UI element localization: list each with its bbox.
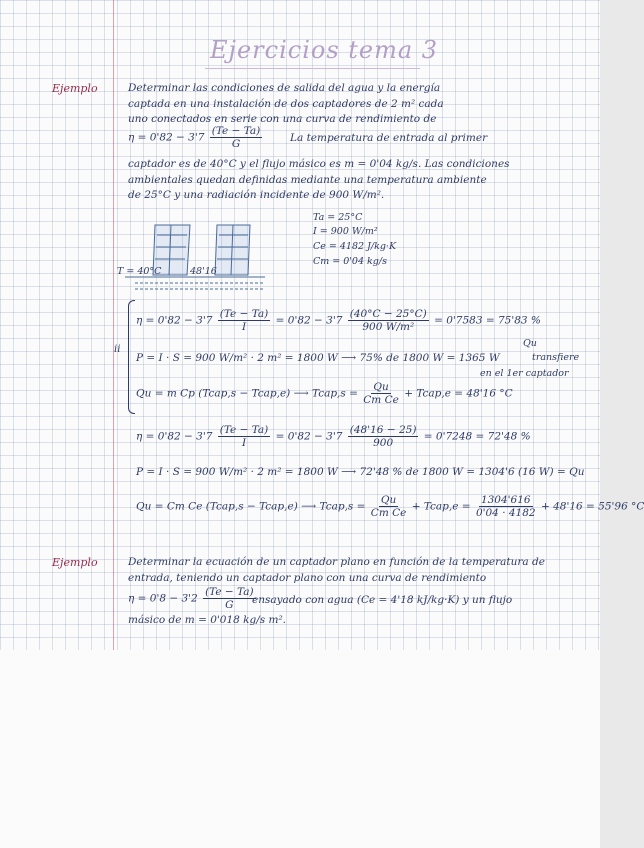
- ex1-line-4: La temperatura de entrada al primer: [290, 132, 488, 144]
- l4-den-1: I: [241, 437, 247, 449]
- title-underline: [205, 68, 420, 69]
- solution-line-6: [136, 494, 644, 519]
- example-label-2: Ejemplo: [52, 556, 98, 569]
- l3-post: + Tcap,e = 48'16 °C: [404, 387, 513, 400]
- l2-note-1: transfiere: [532, 352, 580, 363]
- l4-frac-1: [218, 424, 271, 449]
- l1-num-2: (40°C − 25°C): [349, 308, 427, 320]
- l4-mid: = 0'82 − 3'7: [275, 430, 343, 443]
- ex2-line-3: ensayado con agua (Ce = 4'18 kJ/kg·K) y un flujo: [252, 594, 513, 606]
- ex2-curve-fraction: [203, 586, 256, 611]
- l4-frac-2: [348, 424, 419, 449]
- solution-brace: [128, 300, 135, 414]
- given-ce: Ce = 4182 J/kg·K: [313, 241, 397, 252]
- l4-post: = 0'7248 = 72'48 %: [423, 430, 531, 443]
- ex2-curve-equation: [128, 586, 258, 611]
- ex1-line-5: captador es de 40°C y el flujo másico es m = 0'04 kg/s. Las condiciones: [128, 158, 510, 170]
- l1-mid: = 0'82 − 3'7: [275, 314, 343, 327]
- l1-post: = 0'7583 = 75'83 %: [434, 314, 541, 327]
- l6-den-1: Cm Ce: [370, 507, 407, 519]
- solution-line-1: [136, 308, 541, 333]
- given-ta: Ta = 25°C: [313, 212, 363, 223]
- ex1-line-1: Determinar las condiciones de salida del agua y la energía: [128, 82, 441, 94]
- pipe-icon: [125, 277, 265, 289]
- ex2-curve-numerator: (Te − Ta): [205, 586, 254, 598]
- l3-den: Cm Ce: [363, 394, 399, 406]
- l3-num: Qu: [373, 381, 389, 393]
- l6-den-2: 0'04 · 4182: [475, 507, 536, 519]
- solution-line-4: [136, 424, 531, 449]
- l6-num-2: 1304'616: [480, 494, 531, 506]
- l1-frac-2: [348, 308, 429, 333]
- ex1-curve-numerator: (Te − Ta): [211, 125, 261, 137]
- given-cm: Cm = 0'04 kg/s: [313, 256, 387, 267]
- ex2-line-1: Determinar la ecuación de un captador plano en función de la temperatura de: [128, 556, 545, 568]
- ex1-line-7: de 25°C y una radiación incidente de 900 W/m².: [128, 189, 385, 201]
- l3-frac: [363, 381, 399, 406]
- ex1-curve-denominator: G: [231, 138, 241, 150]
- solution-line-2: P = I · S = 900 W/m² · 2 m² = 1800 W ⟶ 75% de 1800 W = 1365 W: [136, 352, 500, 364]
- ex2-line-2: entrada, teniendo un captador plano con una curva de rendimiento: [128, 572, 487, 584]
- l1-den-2: 900 W/m²: [362, 321, 415, 333]
- solution-line-3: [136, 381, 513, 406]
- l4-num-1: (Te − Ta): [219, 424, 269, 436]
- ex2-line-4: másico de m = 0'018 kg/s m².: [128, 614, 287, 626]
- ex2-curve-prefix: η = 0'8 − 3'2: [128, 592, 198, 605]
- ex1-line-3: uno conectados en serie con una curva de rendimiento de: [128, 113, 437, 125]
- ex1-line-2: captada en una instalación de dos captadores de 2 m² cada: [128, 98, 444, 110]
- l6-frac-1: [371, 494, 407, 519]
- page-title: Ejercicios tema 3: [210, 36, 439, 64]
- solution-line-5: P = I · S = 900 W/m² · 2 m² = 1800 W ⟶ 72'48 % de 1800 W = 1304'6 (16 W) = Qu: [136, 466, 585, 478]
- l6-num-1: Qu: [380, 494, 397, 506]
- l6-pre: Qu = Cm Ce (Tcap,s − Tcap,e) ⟶ Tcap,s =: [136, 500, 366, 513]
- inlet-temp-label: T = 40°C: [117, 266, 162, 277]
- ex1-curve-equation: [128, 125, 264, 150]
- l6-post: + 48'16 = 55'96 °C: [540, 500, 644, 513]
- l1-pre: η = 0'82 − 3'7: [136, 314, 213, 327]
- l4-pre: η = 0'82 − 3'7: [136, 430, 213, 443]
- margin-line: [113, 0, 114, 650]
- ex2-curve-denominator: G: [225, 599, 234, 611]
- collector-2-icon: [215, 225, 250, 275]
- collectors-sketch: [115, 215, 295, 305]
- ex1-curve-fraction: [210, 125, 263, 150]
- l2-note-2: en el 1er captador: [480, 368, 569, 379]
- mid-temp-label: 48'16: [190, 266, 217, 277]
- l1-num-1: (Te − Ta): [219, 308, 269, 320]
- l6-frac-2: [476, 494, 536, 519]
- example-label-1: Ejemplo: [52, 82, 98, 95]
- given-i: I = 900 W/m²: [313, 226, 378, 237]
- l4-num-2: (48'16 − 25): [349, 424, 417, 436]
- ex1-line-6: ambientales quedan definidas mediante una temperatura ambiente: [128, 174, 487, 186]
- l1-frac-1: [218, 308, 271, 333]
- l1-den-1: I: [241, 321, 247, 333]
- l1-note: Qu: [523, 338, 537, 349]
- l6-mid: + Tcap,e =: [411, 500, 471, 513]
- solution-marker: ii: [114, 344, 121, 355]
- l3-pre: Qu = m Cp (Tcap,s − Tcap,e) ⟶ Tcap,s =: [136, 387, 358, 400]
- l4-den-2: 900: [373, 437, 394, 449]
- ex1-curve-prefix: η = 0'82 − 3'7: [128, 131, 205, 144]
- blank-area: [0, 650, 600, 848]
